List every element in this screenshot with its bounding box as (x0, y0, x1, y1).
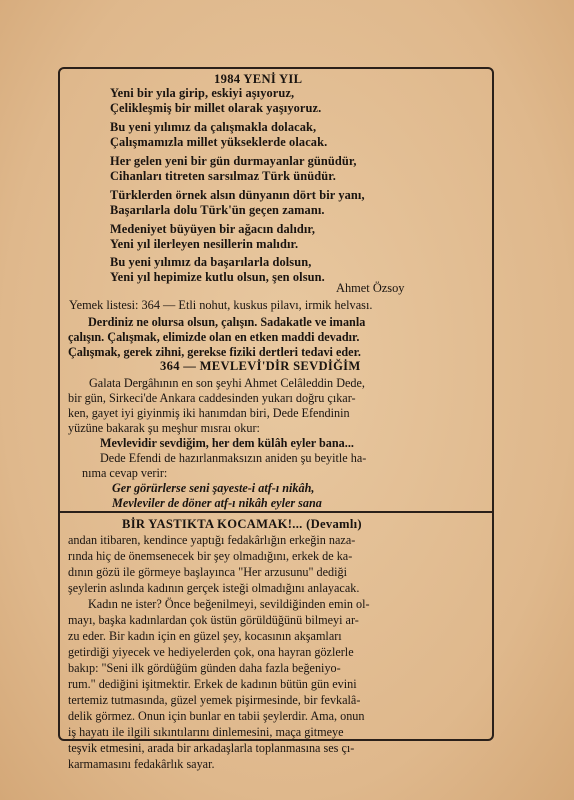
story-line: yüzüne bakarak şu meşhur mısraı okur: (68, 421, 260, 435)
serial-line: getirdiği yiyecek ve hediyelerden çok, ona hayran gözlerle (68, 645, 354, 659)
serial-line: mayı, başka kadınlardan çok üstün görüldüğünü bilmeyi ar- (68, 613, 359, 627)
story-verse-line: Mevleviler de döner atf-ı nikâh eyler sana (112, 496, 322, 510)
poem-line: Cihanları titreten sarsılmaz Türk ünüdür. (110, 169, 336, 183)
poem-line: Çalışmamızla millet yükseklerde olacak. (110, 135, 328, 149)
serial-line: delik görmez. Onun için bunlar en tabii şeylerdir. Ama, onun (68, 709, 365, 723)
poem-line: Yeni yıl hepimize kutlu olsun, şen olsun. (110, 270, 325, 284)
advice-line: çalışın. Çalışmak, elimizde olan en etken maddi devadır. (68, 330, 360, 344)
story-line: ken, gayet iyi giyinmiş iki hanımdan biri, Dede Efendinin (68, 406, 350, 420)
serial-line: rında hiç de önemsenecek bir şey olmadığını, erkek de ka- (68, 549, 353, 563)
story-verse-line: Ger görürlerse seni şayeste-i atf-ı nikâh, (112, 481, 315, 495)
serial-line: tertemiz tutmasında, güzel yemek pişirmesinde, bir fevkalâ- (68, 693, 361, 707)
serial-title: BİR YASTIKTA KOCAMAK!... (Devamlı) (122, 517, 362, 531)
story-line: Dede Efendi de hazırlanmaksızın aniden şu beyitle ha- (100, 451, 367, 465)
poem-author: Ahmet Özsoy (336, 281, 405, 295)
poem-line: Yeni yıl ilerleyen nesillerin malıdır. (110, 237, 299, 251)
serial-line: Kadın ne ister? Önce beğenilmeyi, sevildiğinden emin ol- (88, 597, 370, 611)
story-line: nıma cevap verir: (82, 466, 168, 480)
poem-line: Çelikleşmiş bir millet olarak yaşıyoruz. (110, 101, 322, 115)
serial-line: rum." dediğini işitmektir. Erkek de kadının bütün gün evini (68, 677, 357, 691)
serial-line: zu eder. Bir kadın için en güzel şey, kocasının akşamları (68, 629, 342, 643)
poem-line: Bu yeni yılımız da başarılarla dolsun, (110, 255, 312, 269)
poem-line: Medeniyet büyüyen bir ağacın dalıdır, (110, 222, 316, 236)
serial-line: dının gözü ile görmeye başlayınca "Her arzusunu" dediği (68, 565, 348, 579)
advice-line: Derdiniz ne olursa olsun, çalışın. Sadakatle ve imanla (88, 315, 366, 329)
serial-line: bakıp: "Seni ilk gördüğüm günden daha fazla beğeniyo- (68, 661, 341, 675)
poem-line: Türklerden örnek alsın dünyanın dört bir yanı, (110, 188, 365, 202)
section-divider (58, 511, 494, 513)
story-line: bir gün, Sirkeci'de Ankara caddesinden yukarı doğru çıkar- (68, 391, 356, 405)
poem-title: 1984 YENİ YIL (214, 72, 303, 86)
poem-line: Her gelen yeni bir gün durmayanlar günüdür, (110, 154, 357, 168)
poem-line: Bu yeni yılımız da çalışmakla dolacak, (110, 120, 317, 134)
serial-line: şeylerin aslında kadının gerçek isteği olmadığını anlayacak. (68, 581, 360, 595)
menu-text: Yemek listesi: 364 — Etli nohut, kuskus pilavı, irmik helvası. (69, 298, 373, 312)
serial-line: iş hayatı ile ilgili sıkıntılarını dinlemesini, maça gitmeye (68, 725, 344, 739)
story-verse-line: Mevlevidir sevdiğim, her dem külâh eyler bana... (100, 436, 354, 450)
story-line: Galata Dergâhının en son şeyhi Ahmet Celâleddin Dede, (89, 376, 365, 390)
serial-line: andan itibaren, kendince yaptığı fedakârlığın erkeğin naza- (68, 533, 356, 547)
poem-line: Yeni bir yıla girip, eskiyi aşıyoruz, (110, 86, 295, 100)
poem-line: Başarılarla dolu Türk'ün geçen zamanı. (110, 203, 325, 217)
serial-line: karmamasını fedakârlık sayar. (68, 757, 215, 771)
story-title: 364 — MEVLEVİ'DİR SEVDİĞİM (160, 359, 361, 373)
advice-line: Çalışmak, gerek zihni, gerekse fiziki dertleri tedavi eder. (68, 345, 361, 359)
serial-line: teşvik etmesini, arada bir arkadaşlarla toplanmasına ses çı- (68, 741, 355, 755)
